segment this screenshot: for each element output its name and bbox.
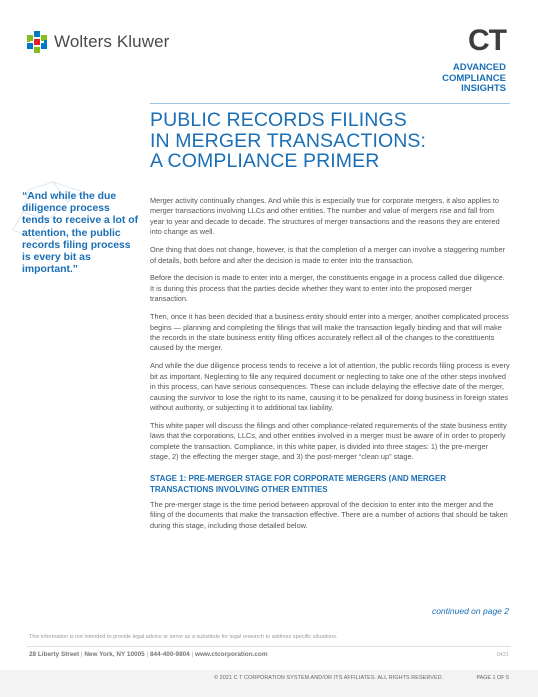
- website-link[interactable]: www.ctcorporation.com: [194, 651, 268, 658]
- title-divider: [150, 103, 510, 104]
- legal-disclaimer: This information is not intended to provide legal advice or serve as a substitute for legal research to address specific situations.: [29, 634, 338, 640]
- series-line: COMPLIANCE: [442, 72, 506, 84]
- brand-name: Wolters Kluwer: [54, 32, 170, 51]
- document-title: [150, 110, 510, 172]
- wolters-kluwer-logo: [26, 30, 169, 54]
- paragraph: Then, once it has been decided that a business entity should enter into a merger, another complicated process begins — planning and completing the filings that will make the transaction legally binding and that will make the records in the state business entity filing offices accurately reflect all of the changes to the constituents caused by the merger.: [150, 312, 509, 353]
- pull-quote: “And while the due diligence process tends to receive a lot of attention, the public records filing process is every bit as important.”: [22, 191, 139, 276]
- series-line: ADVANCED: [452, 62, 506, 73]
- paragraph: And while the due diligence process tends to receive a lot of attention, the public records filing process is every bit as important. Neglecting to file any required document or neglecting to take one of the other steps involved in this process, can have serious consequences. These can include delaying the effective date of the merger, causing the survivor to lose the right to its name, causing it to be penalized for doing business in foreign states without authority, or subjecting it to additional tax liability.: [150, 361, 510, 412]
- section-heading: STAGE 1: PRE-MERGER STAGE FOR CORPORATE MERGERS (AND MERGER TRANSACTIONS INVOLVING OTHER ENTITIES: [150, 474, 447, 495]
- contact-line: 28 Liberty Street | New York, NY 10005 | 844-400-9804 | www.ctcorporation.com: [29, 651, 268, 658]
- footer-divider: [27, 646, 511, 647]
- title-line: PUBLIC RECORDS FILINGS: [150, 109, 407, 131]
- document-code: 0421: [496, 652, 509, 658]
- paragraph: One thing that does not change, however, is that the completion of a merger can involve a staggering number of details, both before and after the decision is made to enter into the transaction.: [150, 245, 506, 265]
- continued-link[interactable]: continued on page 2: [431, 606, 509, 616]
- copyright-notice: © 2021 C T CORPORATION SYSTEM AND/OR ITS AFFILIATES. ALL RIGHTS RESERVED.: [214, 675, 444, 681]
- page-number: PAGE 1 OF 5: [476, 675, 509, 681]
- phone-number: 844-400-9804: [149, 651, 190, 658]
- city-address: New York, NY 10005: [84, 651, 145, 658]
- series-label: [442, 63, 506, 95]
- paragraph: Before the decision is made to enter into a merger, the constituents engage in a process called due diligence. It is during this process that the parties decide whether they want to enter into the proposed merger transaction.: [150, 273, 505, 304]
- title-line: IN MERGER TRANSACTIONS:: [150, 129, 427, 152]
- body-text: [150, 196, 510, 539]
- title-line: A COMPLIANCE PRIMER: [150, 150, 380, 172]
- wolters-kluwer-globe-icon: [26, 31, 48, 53]
- paragraph: The pre-merger stage is the time period between approval of the decision to enter into the merger and the filing of the documents that make the transaction effective. There are a number of actions that should be taken during this stage, including those detailed below.: [150, 500, 508, 530]
- street-address: 28 Liberty Street: [29, 651, 80, 658]
- ct-logo: CT: [468, 24, 506, 57]
- paragraph: Merger activity continually changes. And while this is especially true for corporate mergers, it also applies to merger transactions involving LLCs and other entities. The number and value of mergers rise and fall from year to year and decade to decade. The structures of merger transactions and the reasons they are entered into change as well.: [150, 196, 500, 237]
- series-line: INSIGHTS: [461, 83, 506, 94]
- paragraph: This white paper will discuss the filings and other compliance-related requirements of the state business entity laws that the corporations, LLCs, and other entities involved in a merger must be aware of in order to properly complete the transaction. Compliance, in this white paper, is divided into three stages: 1) the pre-merger stage, 2) the effecting the merger stage, and 3) the post-merger “clean up” stage.: [150, 420, 507, 462]
